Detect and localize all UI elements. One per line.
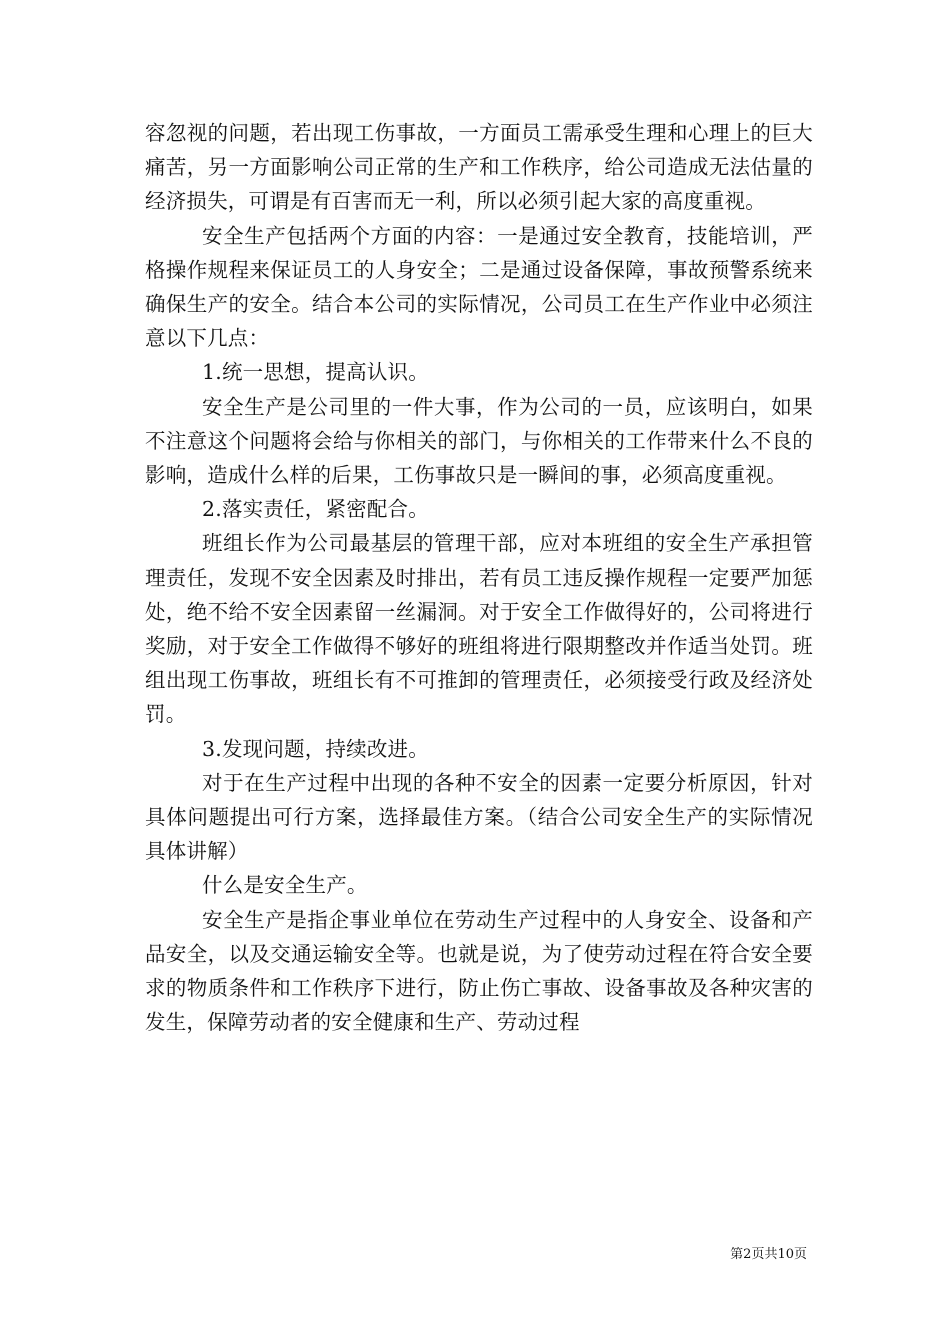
document-body: [145, 116, 813, 1039]
paragraph-point-2: 班组长作为公司最基层的管理干部，应对本班组的安全生产承担管理责任，发现不安全因素及时排出，若有员工违反操作规程一定要严加惩处，绝不给不安全因素留一丝漏洞。对于安全工作做得好的，公司将进行奖励，对于安全工作做得不够好的班组将进行限期整改并作适当处罚。班组出现工伤事故，班组长有不可推卸的管理责任，必须接受行政及经济处罚。: [145, 531, 813, 727]
heading-point-1: 1.统一思想，提高认识。: [202, 360, 429, 385]
heading-point-3: 3.发现问题，持续改进。: [202, 736, 429, 761]
heading-what-is-safety: 什么是安全生产。: [202, 873, 368, 898]
paragraph-safety-content: 安全生产包括两个方面的内容：一是通过安全教育，技能培训，严格操作规程来保证员工的人身安全；二是通过设备保障，事故预警系统来确保生产的安全。结合本公司的实际情况，公司员工在生产作业中必须注意以下几点：: [145, 223, 813, 351]
heading-point-2: 2.落实责任，紧密配合。: [202, 497, 429, 522]
paragraph-continuation: 容忽视的问题，若出现工伤事故，一方面员工需承受生理和心理上的巨大痛苦，另一方面影响公司正常的生产和工作秩序，给公司造成无法估量的经济损失，可谓是有百害而无一利，所以必须引起大家的高度重视。: [145, 121, 813, 214]
paragraph-definition: 安全生产是指企事业单位在劳动生产过程中的人身安全、设备和产品安全，以及交通运输安全等。也就是说，为了使劳动过程在符合安全要求的物质条件和工作秩序下进行，防止伤亡事故、设备事故及各种灾害的发生，保障劳动者的安全健康和生产、劳动过程: [145, 907, 813, 1035]
paragraph-point-3: 对于在生产过程中出现的各种不安全的因素一定要分析原因，针对具体问题提出可行方案，选择最佳方案。（结合公司安全生产的实际情况具体讲解）: [145, 770, 813, 864]
page-number-footer: 第2页共10页: [730, 1247, 807, 1262]
paragraph-point-1: 安全生产是公司里的一件大事，作为公司的一员，应该明白，如果不注意这个问题将会给与你相关的部门，与你相关的工作带来什么不良的影响，造成什么样的后果，工伤事故只是一瞬间的事，必须高度重视。: [145, 394, 813, 488]
